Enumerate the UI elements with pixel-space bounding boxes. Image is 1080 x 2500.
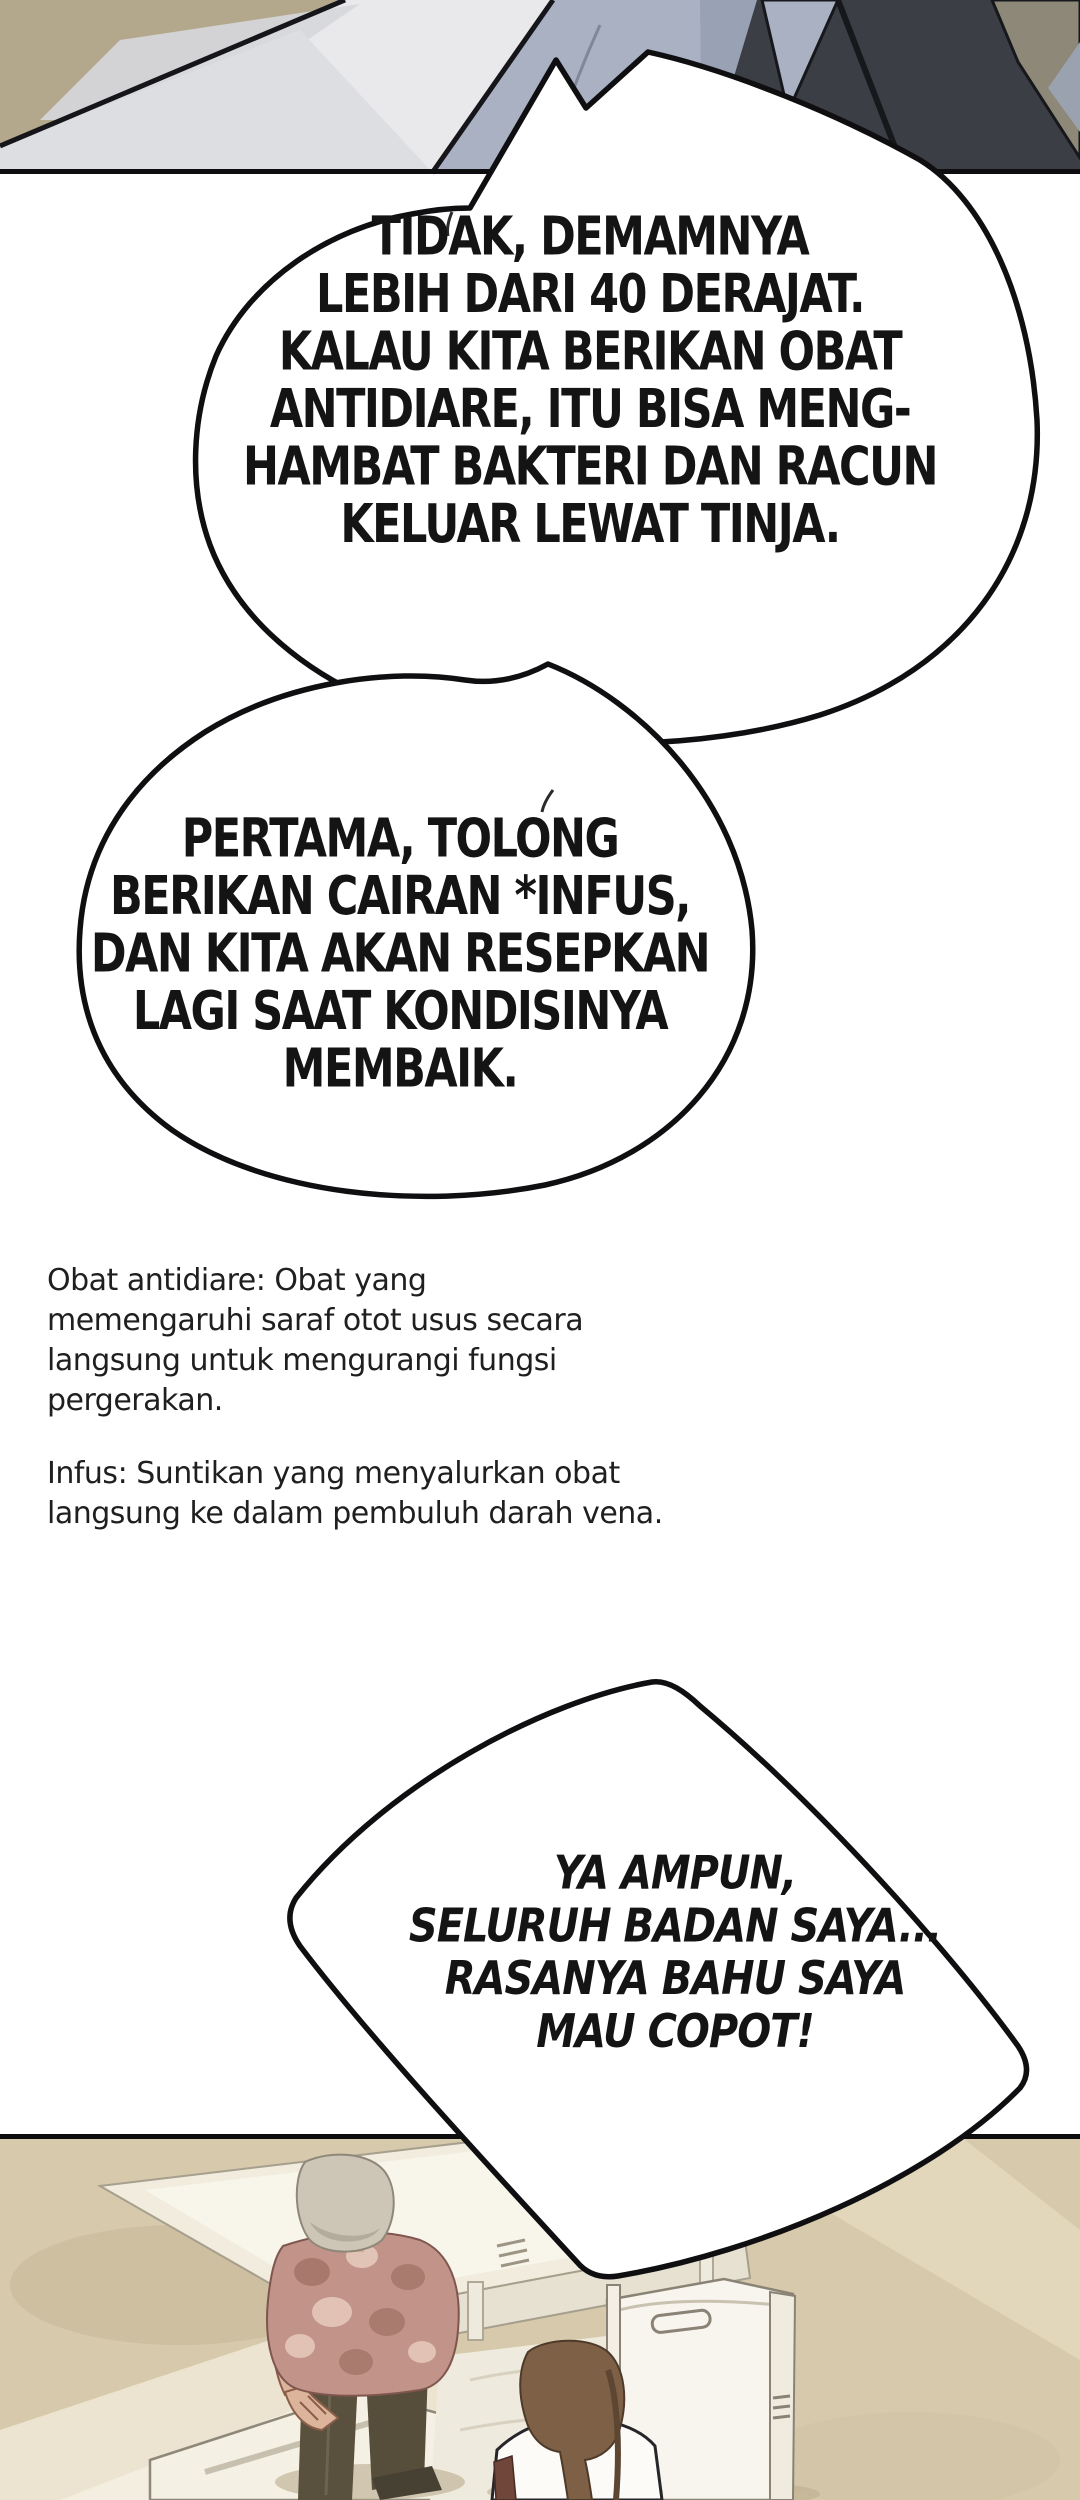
dialogue-line: LAGI SAAT KONDISINYA xyxy=(132,980,668,1043)
patient-shout-text xyxy=(355,1847,995,2059)
dialogue-line: MEMBAIK. xyxy=(282,1037,518,1100)
footnote-antidiare xyxy=(47,1261,707,1421)
bed-left-leg-1 xyxy=(468,2282,483,2340)
dialogue-line: TIDAK, DEMAMNYA xyxy=(371,205,809,268)
footnote-line: memengaruhi saraf otot usus secara xyxy=(47,1303,584,1338)
footnote-line: langsung ke dalam pembuluh darah vena. xyxy=(47,1496,663,1531)
dialogue-line: SELURUH BADAN SAYA... xyxy=(408,1899,942,1953)
dialogue-line: DAN KITA AKAN RESEPKAN xyxy=(90,922,710,985)
footnote-infus xyxy=(47,1454,707,1534)
dialogue-line: PERTAMA, TOLONG xyxy=(181,807,619,870)
doctor-bubble-1-text xyxy=(240,205,940,556)
footnote-line: Infus: Suntikan yang menyalurkan obat xyxy=(47,1456,620,1491)
dialogue-line: LEBIH DARI 40 DERAJAT. xyxy=(316,263,864,326)
dialogue-line: KALAU KITA BERIKAN OBAT xyxy=(278,320,902,383)
footnote-line: langsung untuk mengurangi fungsi xyxy=(47,1343,557,1378)
dialogue-line: MAU COPOT! xyxy=(536,2005,814,2059)
footnote-line: Obat antidiare: Obat yang xyxy=(47,1263,427,1298)
dialogue-line: YA AMPUN, xyxy=(553,1847,797,1900)
dialogue-line: ANTIDIARE, ITU BISA MENG- xyxy=(269,378,911,441)
doctor-bubble-2-text xyxy=(70,807,730,1100)
bag-strap xyxy=(494,2456,516,2500)
dialogue-line: HAMBAT BAKTERI DAN RACUN xyxy=(242,435,937,498)
footnote-block xyxy=(47,1261,707,1534)
dialogue-line: KELUAR LEWAT TINJA. xyxy=(340,493,840,556)
dialogue-line: BERIKAN CAIRAN *INFUS, xyxy=(109,865,691,928)
dialogue-line: RASANYA BAHU SAYA xyxy=(444,1952,906,2006)
footnote-line: pergerakan. xyxy=(47,1383,223,1418)
